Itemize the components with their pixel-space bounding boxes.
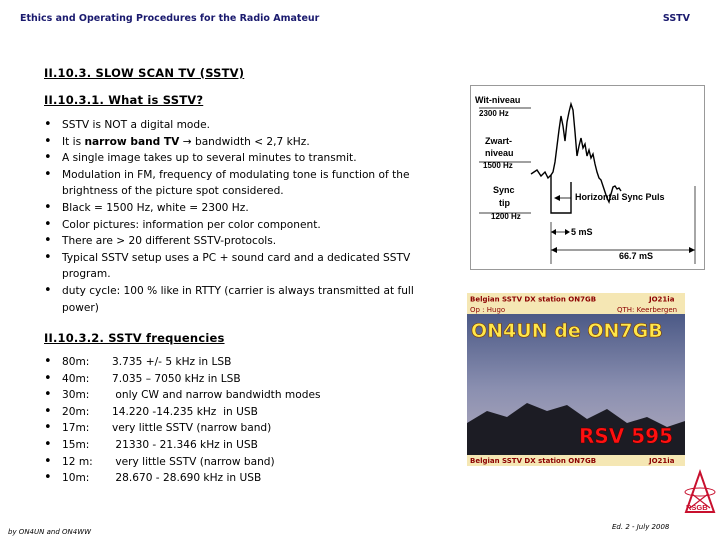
frequency-list <box>44 354 424 487</box>
footer-edition: Ed. 2 - July 2008 <box>612 523 670 531</box>
footer-authors: by ON4UN and ON4WW <box>8 528 92 536</box>
qth-text: QTH: Keerbergen <box>617 306 678 314</box>
list-item: • Modulation in FM, frequency of modulating tone is function of the brightness of the picture spot considered. <box>44 167 444 200</box>
op-text: Op : Hugo <box>470 306 506 314</box>
list-item: • SSTV is NOT a digital mode. <box>44 117 444 134</box>
band-label: • 12 m: <box>62 455 93 468</box>
bullet-2-suffix: → bandwidth < 2,7 kHz. <box>179 135 310 148</box>
bullet-2-bold: narrow band TV <box>84 135 180 148</box>
sstv-image-svg <box>467 293 685 466</box>
band-desc: 7.035 – 7050 kHz in LSB <box>112 372 241 385</box>
rsgb-logo <box>682 468 718 538</box>
band-label: • 40m: <box>62 372 90 385</box>
main-heading: II.10.3. SLOW SCAN TV (SSTV) <box>44 66 245 80</box>
what-heading: II.10.3.1. What is SSTV? <box>44 93 204 107</box>
list-item <box>44 134 444 151</box>
bullet-2-prefix: It is <box>62 135 85 148</box>
list-item <box>44 454 424 471</box>
list-item <box>44 371 424 388</box>
band-label: • 10m: <box>62 472 90 485</box>
sync-width-arrow-right <box>565 229 570 235</box>
sstv-bullet-list <box>44 117 444 316</box>
callsign-title: ON4UN de ON7GB <box>471 320 663 342</box>
header-title: Ethics and Operating Procedures for the Radio Amateur <box>20 13 320 24</box>
list-item <box>44 470 424 487</box>
rsgb-logo-svg <box>682 468 718 534</box>
band-label: • 80m: <box>62 356 90 368</box>
top-locator: JO21ia <box>649 295 675 304</box>
list-item <box>44 420 424 437</box>
list-item: • There are > 20 different SSTV-protocols. <box>44 233 444 250</box>
bottom-locator: JO21ia <box>649 457 675 465</box>
sync-label-3: 1200 Hz <box>491 212 521 221</box>
list-item: • A single image takes up to several minutes to transmit. <box>44 150 444 167</box>
sync-duration-label: 5 mS <box>571 227 593 237</box>
waveform-svg <box>471 86 706 271</box>
line-duration-label: 66.7 mS <box>619 251 654 261</box>
black-level-label-2: niveau <box>485 148 514 158</box>
list-item <box>44 437 424 454</box>
band-desc: very little SSTV (narrow band) <box>112 455 275 468</box>
band-label: • 17m: <box>62 422 90 435</box>
sync-label-2: tip <box>499 198 510 208</box>
band-desc: 3.735 +/- 5 kHz in LSB <box>112 356 232 368</box>
white-level-label-2: 2300 Hz <box>479 109 509 118</box>
line-duration-arrow-right <box>689 247 695 253</box>
black-level-label-1: Zwart- <box>485 136 512 146</box>
band-desc: 21330 - 21.346 kHz in USB <box>112 438 258 451</box>
header-section: SSTV <box>662 13 690 24</box>
band-desc: 14.220 -14.235 kHz in USB <box>112 405 258 418</box>
list-item <box>44 404 424 421</box>
band-desc: 28.670 - 28.690 kHz in USB <box>112 472 262 485</box>
band-label: • 20m: <box>62 405 90 418</box>
list-item <box>44 387 424 404</box>
rsgb-text: RSGB <box>686 503 708 512</box>
list-item: • Color pictures: information per color component. <box>44 217 444 234</box>
band-label: • 15m: <box>62 438 90 451</box>
list-item: • duty cycle: 100 % like in RTTY (carrier is always transmitted at full power) <box>44 283 444 316</box>
list-item: • Black = 1500 Hz, white = 2300 Hz. <box>44 200 444 217</box>
video-signal-path <box>531 104 621 202</box>
rsv-report: RSV 595 <box>579 424 673 448</box>
list-item <box>44 354 424 371</box>
band-desc: only CW and narrow bandwidth modes <box>112 389 321 402</box>
list-item: • Typical SSTV setup uses a PC + sound card and a dedicated SSTV program. <box>44 250 444 283</box>
sstv-received-image <box>467 293 685 466</box>
white-level-label-1: Wit-niveau <box>475 95 521 105</box>
black-level-label-3: 1500 Hz <box>483 161 513 170</box>
band-label: • 30m: <box>62 389 90 402</box>
sync-width-arrow-left <box>551 229 556 235</box>
bottom-banner-text: Belgian SSTV DX station ON7GB <box>470 457 597 465</box>
sync-label-1: Sync <box>493 185 515 195</box>
rsgb-ring <box>685 488 715 496</box>
sync-arrow-head <box>554 195 560 201</box>
freq-heading: II.10.3.2. SSTV frequencies <box>44 331 225 345</box>
sstv-waveform-diagram <box>470 85 705 270</box>
horizontal-sync-label: Horizontal Sync Puls <box>575 192 665 202</box>
line-duration-arrow-left <box>551 247 557 253</box>
sync-pulse-path <box>551 175 571 213</box>
band-desc: very little SSTV (narrow band) <box>112 422 272 435</box>
top-banner-text: Belgian SSTV DX station ON7GB <box>470 295 597 304</box>
